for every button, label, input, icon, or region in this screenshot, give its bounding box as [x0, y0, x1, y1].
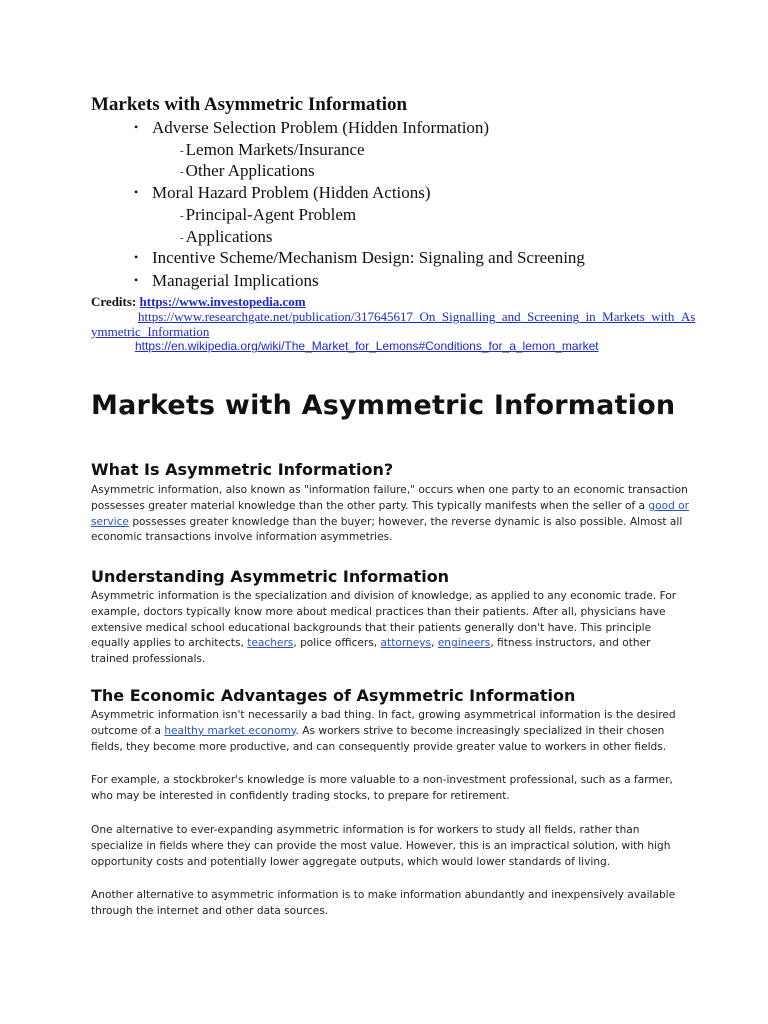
healthy-market-economy-link[interactable]: healthy market economy — [164, 724, 296, 737]
attorneys-link[interactable]: attorneys — [380, 637, 432, 650]
outline-sub-applications: - Applications — [180, 227, 273, 246]
paragraph-economic-advantages: Asymmetric information isn't necessarily a bad thing. In fact, growing asymmetrical information is the desired outcome of a healthy market economy. As workers strive to become increasingly specialized in their chosen fields, they become more productive, and can consequently provide greater value to workers in other fields. — [91, 709, 676, 753]
researchgate-link-block — [91, 309, 696, 324]
dash-icon: - — [180, 210, 184, 222]
outline-sub-lemon-markets: - Lemon Markets/Insurance — [180, 140, 365, 159]
heading-economic-advantages: The Economic Advantages of Asymmetric Information — [91, 686, 576, 705]
outline-title: Markets with Asymmetric Information — [91, 94, 408, 115]
investopedia-link[interactable]: https://www.investopedia.com — [139, 294, 306, 309]
good-or-service-link[interactable]: good or service — [91, 499, 690, 528]
engineers-link[interactable]: engineers — [437, 637, 491, 650]
researchgate-link[interactable]: https://www.researchgate.net/publication/317645617_On_Signalling_and_Screening_in_Markets_with_As — [138, 309, 696, 324]
wikipedia-link[interactable]: https://en.wikipedia.org/wiki/The_Market_for_Lemons#Conditions_for_a_lemon_market — [135, 339, 599, 353]
outline-bullet-moral-hazard: • Moral Hazard Problem (Hidden Actions) — [134, 183, 431, 202]
outline-bullet-managerial: • Managerial Implications — [134, 271, 319, 290]
paragraph-alternative-internet: Another alternative to asymmetric information is to make information abundantly and inexpensively available through the internet and other data sources. — [91, 889, 676, 917]
paragraph-stockbroker: For example, a stockbroker's knowledge is more valuable to a non-investment professional, such as a farmer, who may be interested in confidently trading stocks, to prepare for retirement. — [91, 774, 673, 802]
article-title: Markets with Asymmetric Information — [91, 390, 676, 421]
heading-what-is: What Is Asymmetric Information? — [91, 460, 394, 479]
heading-understanding: Understanding Asymmetric Information — [91, 567, 450, 586]
paragraph-what-is: Asymmetric information, also known as "information failure," occurs when one party to an economic transaction possesses greater material knowledge than the other party. This typically manifests when the seller of a good or service possesses greater knowledge than the buyer; however, the reverse dynamic is also possible. Almost all economic transactions involve information asymmetries. — [91, 484, 690, 544]
bullet-icon: • — [134, 250, 139, 264]
outline-bullet-incentive-scheme: • Incentive Scheme/Mechanism Design: Signaling and Screening — [134, 248, 585, 267]
paragraph-understanding: Asymmetric information is the specialization and division of knowledge, as applied to any economic trade. For example, doctors typically know more about medical practices than their patients. After all, physicians have extensive medical school educational backgrounds that their patients generally don't have. This principle equally applies to architects, teachers, police officers, attorneys, engineers, fitness instructors, and other trained professionals. — [91, 590, 677, 666]
outline-sub-principal-agent: - Principal-Agent Problem — [180, 205, 357, 224]
dash-icon: - — [180, 166, 184, 178]
bullet-icon: • — [134, 273, 139, 287]
researchgate-link-tail[interactable]: ymmetric_Information — [91, 324, 210, 339]
dash-icon: - — [180, 145, 184, 157]
dash-icon: - — [180, 232, 184, 244]
credits-label: Credits: — [91, 294, 137, 309]
outline-sub-other-applications: - Other Applications — [180, 161, 315, 180]
outline-bullet-adverse-selection: • Adverse Selection Problem (Hidden Information) — [134, 118, 490, 137]
paragraph-alternative-study: One alternative to ever-expanding asymmetric information is for workers to study all fields, rather than specialize in fields where they can provide the most value. However, this is an impractical solution, with high opportunity costs and potentially lower aggregate outputs, which would lower standards of living. — [91, 824, 671, 868]
researchgate-link-continued — [91, 324, 671, 339]
bullet-icon: • — [134, 120, 139, 134]
credits-block — [91, 294, 696, 339]
bullet-icon: • — [134, 185, 139, 199]
teachers-link[interactable]: teachers — [247, 637, 294, 650]
